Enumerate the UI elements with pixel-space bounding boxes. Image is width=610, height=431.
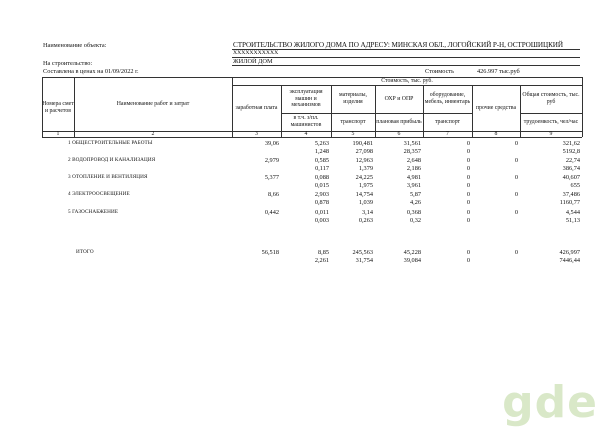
row-value: 39,06 [264,140,279,147]
col-header-labor: трудоемкость, чел/час [523,118,579,125]
row-value: 0 [514,157,518,164]
row-value: 0,368 [406,209,421,216]
row-value: 0,015 [314,182,329,189]
row-value: 22,74 [565,157,580,164]
row-value: 1,039 [358,199,373,206]
row-value: 655 [570,182,580,189]
object-value-cont: ХХХХХХХХХХХ [233,50,279,56]
col-header-total: Общая стоимость, тыс. руб [522,92,580,105]
row-value: 39,084 [403,257,421,264]
row-value: 56,518 [261,249,279,256]
construction-label: На строительство: [43,60,93,67]
row-title: 4 ЭЛЕКТРООСВЕЩЕНИЕ [68,191,130,197]
col-header-overhead: ОХР и ОПР [384,95,414,102]
object-value: СТРОИТЕЛЬСТВО ЖИЛОГО ДОМА ПО АДРЕСУ: МИНСКАЯ ОБЛ., ЛОГОЙСКИЙ Р-Н, ОСТРОШИЦКИЙ [233,41,563,49]
row-value: 4,26 [409,199,421,206]
col-number: 6 [397,130,401,137]
row-value: 14,754 [355,191,373,198]
row-value: 2,186 [406,165,421,172]
row-value: 0 [514,249,518,256]
prices-date: Составлена в ценах на 01/09/2022 г. [43,68,139,75]
row-value: 4,544 [565,209,580,216]
row-value: 0,088 [314,174,329,181]
row-value: 3,961 [406,182,421,189]
col-header-transport: транспорт [340,118,366,125]
col-header-group: Стоимость, тыс. руб. [381,77,433,84]
row-value: 12,963 [355,157,373,164]
row-value: 0 [514,191,518,198]
col-header-name: Наименование работ и затрат [116,100,190,107]
row-value: 8,66 [267,191,279,198]
row-value: 3,14 [361,209,373,216]
row-value: 0 [466,257,470,264]
col-number: 5 [351,130,355,137]
col-number: 1 [56,130,60,137]
construction-value: ЖИЛОЙ ДОМ [233,58,273,65]
col-header-materials: материалы, изделия [338,92,368,105]
row-value: 24,225 [355,174,373,181]
row-value: 31,561 [403,140,421,147]
row-value: 1,248 [314,148,329,155]
row-value: 0 [514,140,518,147]
row-value: 1,975 [358,182,373,189]
col-number: 3 [255,130,258,137]
row-value: 7446,44 [559,257,580,264]
row-value: 0 [466,199,470,206]
row-value: 0,003 [314,217,329,224]
row-value: 0 [466,165,470,172]
cost-label: Стоимость [425,68,455,75]
row-value: 5,377 [264,174,279,181]
row-value: 0 [466,157,470,164]
row-value: 0,263 [358,217,373,224]
row-value: 0,117 [315,165,329,172]
row-value: 2,979 [264,157,279,164]
row-value: 27,098 [355,148,373,155]
row-value: 0,442 [264,209,279,216]
col-header-numbers: Номера смет и расчетов [42,101,74,114]
row-value: 0,585 [314,157,329,164]
row-title: 5 ГАЗОСНАБЖЕНИЕ [68,209,119,215]
row-value: 31,754 [355,257,373,264]
row-value: 426,997 [559,249,580,256]
row-value: 0 [514,209,518,216]
row-value: 2,261 [314,257,329,264]
row-value: 0 [514,174,518,181]
col-header-other: прочие средства [475,104,517,111]
row-value: 0 [466,249,470,256]
row-value: 1,379 [358,165,373,172]
object-label: Наименование объекта: [43,42,107,49]
row-value: 386,74 [562,165,580,172]
row-value: 5,87 [409,191,421,198]
row-value: 28,357 [403,148,421,155]
col-number: 4 [304,130,308,137]
gde-watermark: gde [502,377,598,428]
row-value: 0 [466,209,470,216]
row-value: 4,981 [406,174,421,181]
row-title: 1 ОБЩЕСТРОИТЕЛЬНЫЕ РАБОТЫ [68,140,153,146]
row-title: 2 ВОДОПРОВОД И КАНАЛИЗАЦИЯ [68,157,156,163]
row-value: 1160,77 [559,199,580,206]
col-number: 2 [151,130,155,137]
row-value: 5,263 [314,140,329,147]
row-value: 0 [466,217,470,224]
row-value: 321,62 [562,140,580,147]
row-title: 3 ОТОПЛЕНИЕ И ВЕНТИЛЯЦИЯ [68,174,148,180]
row-value: 40,607 [562,174,580,181]
col-header-machines: эксплуатация машин и механизмов [289,89,323,109]
col-header-equip-transport: транспорт [434,118,461,125]
row-value: 0 [466,182,470,189]
cost-value: 426.997 тыс.руб [477,68,520,75]
col-header-equipment: оборудование, мебель, инвентарь [424,92,471,105]
col-number: 9 [549,130,553,137]
col-header-salary: заработная плата [235,104,278,111]
row-value: 2,903 [314,191,329,198]
row-value: 190,481 [352,140,373,147]
row-value: 8,85 [317,249,329,256]
row-value: 0 [466,148,470,155]
row-value: 0 [466,191,470,198]
row-value: 5192,8 [562,148,580,155]
row-value: 0 [466,140,470,147]
row-value: 2,648 [406,157,421,164]
row-value: 37,486 [562,191,580,198]
row-value: 245,563 [352,249,373,256]
row-title: ИТОГО [76,249,94,255]
col-number: 7 [446,130,449,137]
row-value: 0,878 [314,199,329,206]
row-value: 51,13 [565,217,580,224]
row-value: 0,011 [315,209,329,216]
col-number: 8 [494,130,498,137]
col-header-profit: плановая прибыль [376,118,422,125]
row-value: 45,228 [403,249,421,256]
row-value: 0,32 [409,217,421,224]
row-value: 0 [466,174,470,181]
col-header-machinists: в т.ч. з/пл. машинистов [290,115,322,128]
